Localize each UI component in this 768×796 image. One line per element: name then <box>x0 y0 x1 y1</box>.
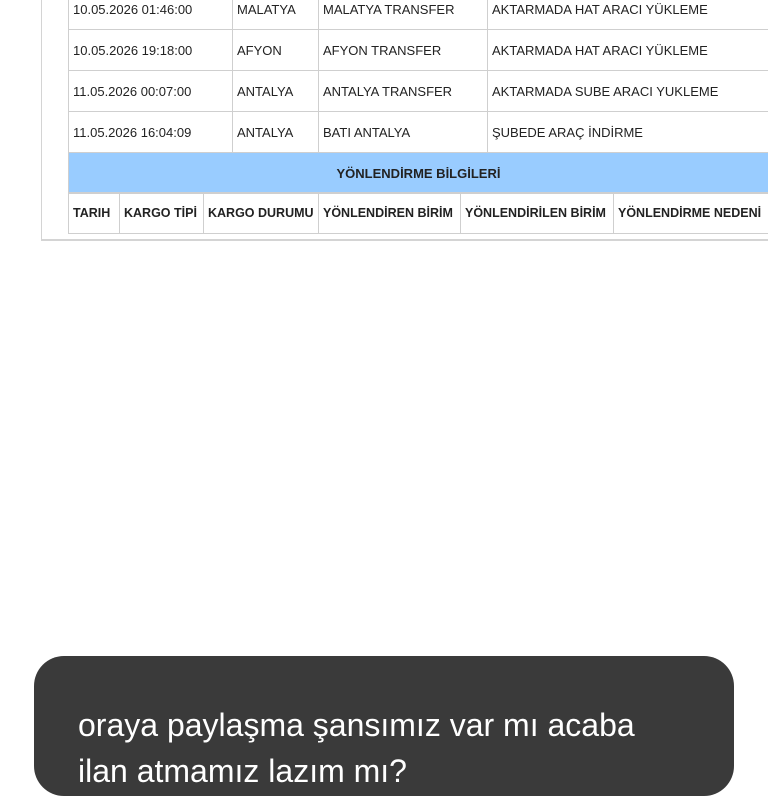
row-date: 10.05.2026 01:46:00 <box>69 0 233 30</box>
redirect-table <box>68 192 768 234</box>
row-action: AKTARMADA SUBE ARACI YUKLEME <box>488 71 768 112</box>
table-row <box>69 30 768 71</box>
message-text-line-1: oraya paylaşma şansımız var mı acaba <box>78 702 635 748</box>
table-row <box>69 112 768 153</box>
row-unit: ANTALYA TRANSFER <box>319 71 488 112</box>
row-action: AKTARMADA HAT ARACI YÜKLEME <box>488 0 768 30</box>
column-header: KARGO TİPİ <box>120 193 204 234</box>
row-unit: AFYON TRANSFER <box>319 30 488 71</box>
row-date: 11.05.2026 00:07:00 <box>69 71 233 112</box>
column-header: YÖNLENDİRME NEDENİ <box>614 193 768 234</box>
table-row <box>69 71 768 112</box>
redirect-section-header <box>69 153 768 194</box>
column-header: TARIH <box>69 193 120 234</box>
row-city: ANTALYA <box>233 112 319 153</box>
column-header: YÖNLENDİRİLEN BİRİM <box>461 193 614 234</box>
column-header: KARGO DURUMU <box>204 193 319 234</box>
tracking-table <box>68 0 768 194</box>
message-bubble[interactable] <box>34 656 734 796</box>
redirect-section-title: YÖNLENDİRME BİLGİLERİ <box>69 153 768 194</box>
row-unit: BATI ANTALYA <box>319 112 488 153</box>
redirect-header-row <box>69 193 768 234</box>
row-city: AFYON <box>233 30 319 71</box>
row-city: MALATYA <box>233 0 319 30</box>
row-unit: MALATYA TRANSFER <box>319 0 488 30</box>
row-date: 10.05.2026 19:18:00 <box>69 30 233 71</box>
column-header: YÖNLENDİREN BİRİM <box>319 193 461 234</box>
row-city: ANTALYA <box>233 71 319 112</box>
row-action: AKTARMADA HAT ARACI YÜKLEME <box>488 30 768 71</box>
message-text-line-2: ilan atmamız lazım mı? <box>78 748 407 794</box>
table-row <box>69 0 768 30</box>
row-action: ŞUBEDE ARAÇ İNDİRME <box>488 112 768 153</box>
row-date: 11.05.2026 16:04:09 <box>69 112 233 153</box>
